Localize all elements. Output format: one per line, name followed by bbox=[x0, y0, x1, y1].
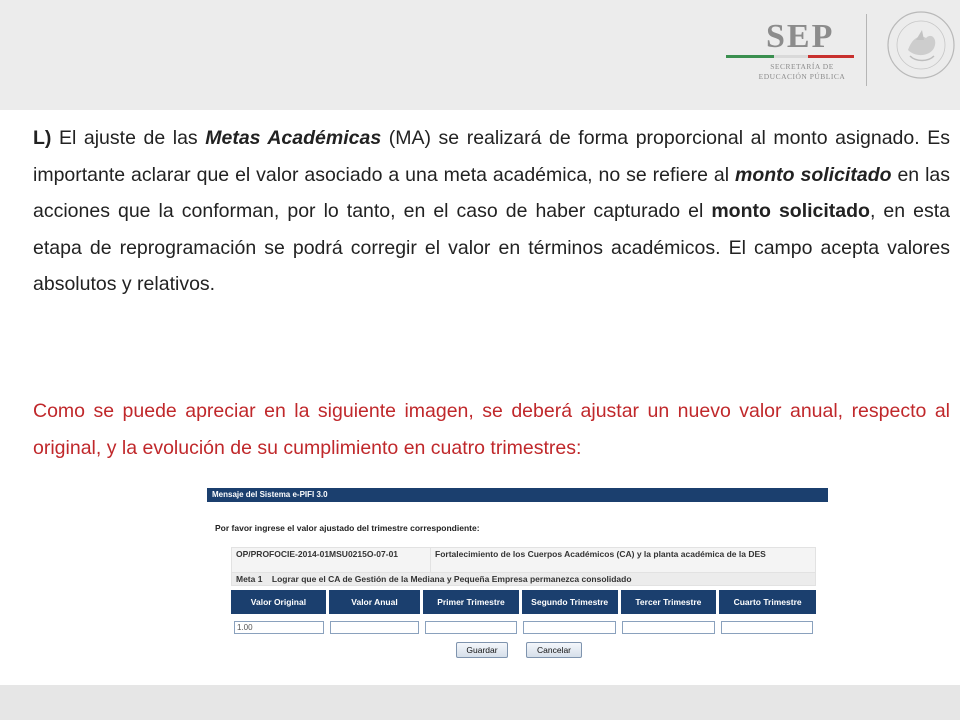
primer-trimestre-input[interactable] bbox=[425, 621, 518, 634]
dialog-title: Mensaje del Sistema e-PIFI 3.0 bbox=[207, 488, 828, 502]
sep-wordmark: SEP bbox=[766, 18, 835, 55]
sep-subtitle: SECRETARÍA DE EDUCACIÓN PÚBLICA bbox=[758, 62, 846, 81]
logo-divider bbox=[866, 14, 867, 86]
column-header: Primer Trimestre bbox=[422, 590, 521, 614]
column-header: Valor Original bbox=[231, 590, 327, 614]
tercer-trimestre-input[interactable] bbox=[622, 621, 715, 634]
column-header: Tercer Trimestre bbox=[619, 590, 718, 614]
valor-anual-input[interactable] bbox=[330, 621, 418, 634]
cuarto-trimestre-input[interactable] bbox=[721, 621, 813, 634]
cancel-button[interactable]: Cancelar bbox=[526, 642, 582, 658]
segundo-trimestre-input[interactable] bbox=[523, 621, 616, 634]
dialog-prompt: Por favor ingrese el valor ajustado del trimestre correspondiente: bbox=[215, 523, 480, 533]
column-header: Valor Anual bbox=[327, 590, 421, 614]
column-header: Segundo Trimestre bbox=[520, 590, 619, 614]
paragraph-instruction: Como se puede apreciar en la siguiente imagen, se deberá ajustar un nuevo valor anual, respecto al original, y la evolución de su cumplimiento en cuatro trimestres: bbox=[33, 400, 950, 459]
sep-tricolor-bar bbox=[726, 55, 854, 58]
project-info-table bbox=[231, 547, 816, 586]
column-header: Cuarto Trimestre bbox=[718, 590, 816, 614]
valor-original-input[interactable] bbox=[234, 621, 324, 634]
save-button[interactable]: Guardar bbox=[456, 642, 508, 658]
meta-row: Meta 1 Lograr que el CA de Gestión de la Mediana y Pequeña Empresa permanezca consolidado bbox=[232, 573, 816, 586]
values-grid bbox=[231, 590, 816, 638]
sep-logo bbox=[722, 18, 862, 88]
paragraph-metas-academicas: L) El ajuste de las Metas Académicas (MA) se realizará de forma proporcional al monto asignado. Es importante aclarar que el valor asociado a una meta académica, no se refiere al monto solicitado en las acciones que la conforman, por lo tanto, en el caso de haber capturado el monto solicitado, en esta etapa de reprogramación se podrá corregir el valor en términos académicos. El campo acepta valores absolutos y relativos. bbox=[33, 127, 950, 295]
footer-band bbox=[0, 685, 960, 720]
dialog-screenshot bbox=[207, 488, 828, 663]
national-seal-icon bbox=[886, 10, 956, 80]
project-name: Fortalecimiento de los Cuerpos Académicos (CA) y la planta académica de la DES bbox=[431, 548, 816, 573]
project-code: OP/PROFOCIE-2014-01MSU0215O-07-01 bbox=[232, 548, 431, 573]
